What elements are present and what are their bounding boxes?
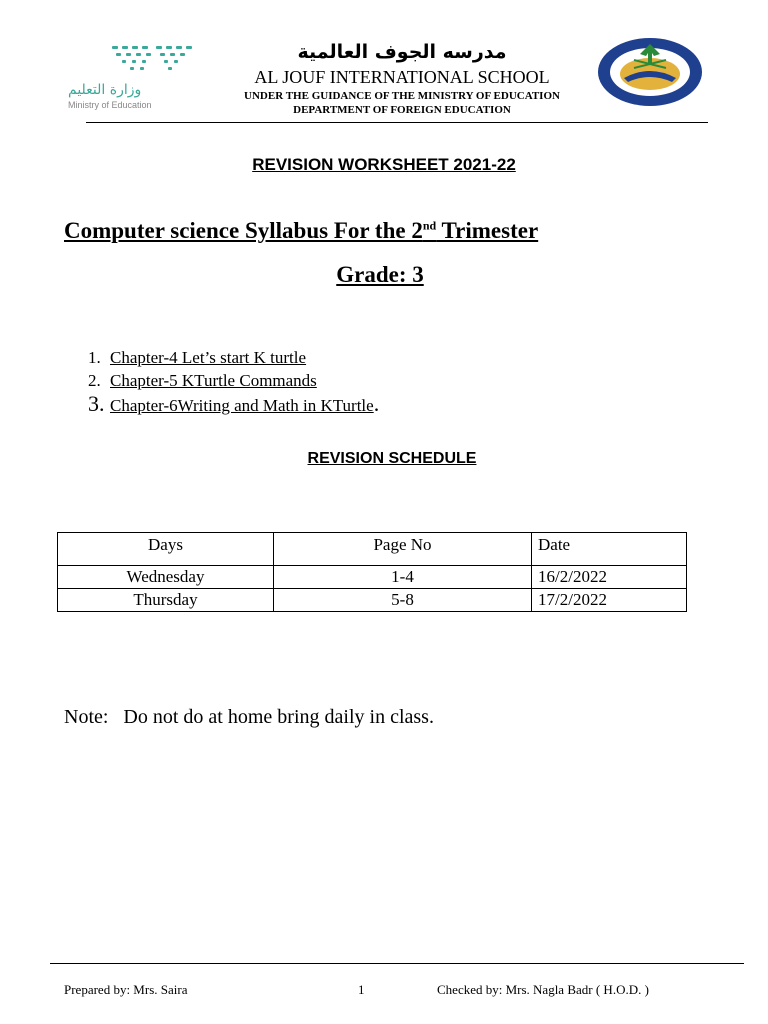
list-item (88, 392, 379, 417)
table-cell-pages: 1-4 (274, 566, 532, 589)
table-cell-pages: 5-8 (274, 589, 532, 612)
column-header-page-no: Page No (274, 533, 532, 566)
list-item (88, 346, 379, 369)
footer-checked-by: Checked by: Mrs. Nagla Badr ( H.O.D. ) (437, 982, 649, 997)
revision-schedule-table (57, 532, 687, 612)
syllabus-heading-suffix: Trimester (436, 218, 539, 243)
ministry-guidance-subtitle: UNDER THE GUIDANCE OF THE MINISTRY OF EDUCATION (244, 90, 560, 102)
table-row (58, 589, 687, 612)
table-header-row (58, 533, 687, 566)
header-divider (86, 122, 708, 123)
syllabus-heading (64, 216, 538, 246)
schedule-title: REVISION SCHEDULE (307, 450, 477, 467)
grade-heading: Grade: 3 (336, 262, 424, 287)
column-header-days: Days (58, 533, 274, 566)
list-item-text: Chapter-6Writing and Math in KTurtle (110, 396, 374, 415)
footer-prepared-by: Prepared by: Mrs. Saira (64, 982, 188, 997)
list-item-number: 2. (88, 371, 101, 390)
worksheet-title: REVISION WORKSHEET 2021-22 (252, 155, 516, 174)
school-crest-logo (594, 34, 706, 110)
department-subtitle: DEPARTMENT OF FOREIGN EDUCATION (293, 104, 511, 116)
list-item-number: 3. (88, 391, 105, 416)
list-item (88, 369, 379, 392)
list-item-text: Chapter-5 KTurtle Commands (110, 371, 317, 390)
footer-page-number: 1 (358, 982, 365, 997)
moe-logo-english-text: Ministry of Education (68, 100, 152, 110)
school-name-arabic: مدرسه الجوف العالمية (297, 41, 507, 63)
syllabus-ordinal-suffix: nd (422, 218, 437, 233)
syllabus-heading-prefix: Computer science Syllabus For the 2 (64, 218, 423, 243)
footer-divider (50, 963, 744, 964)
table-cell-date: 16/2/2022 (532, 566, 687, 589)
table-cell-day: Wednesday (58, 566, 274, 589)
list-item-number: 1. (88, 348, 101, 367)
moe-logo-arabic-text: وزارة التعليم (68, 82, 142, 98)
ministry-of-education-logo (64, 42, 204, 114)
note-text: Note: Do not do at home bring daily in class. (64, 706, 434, 728)
school-crest-icon (594, 34, 706, 110)
table-row (58, 566, 687, 589)
table-cell-date: 17/2/2022 (532, 589, 687, 612)
table-cell-day: Thursday (58, 589, 274, 612)
list-item-text: Chapter-4 Let’s start K turtle (110, 348, 307, 367)
chapter-list (88, 346, 379, 417)
school-name-english: AL JOUF INTERNATIONAL SCHOOL (254, 67, 550, 87)
list-item-end-punctuation: . (373, 391, 380, 416)
column-header-date: Date (532, 533, 687, 566)
